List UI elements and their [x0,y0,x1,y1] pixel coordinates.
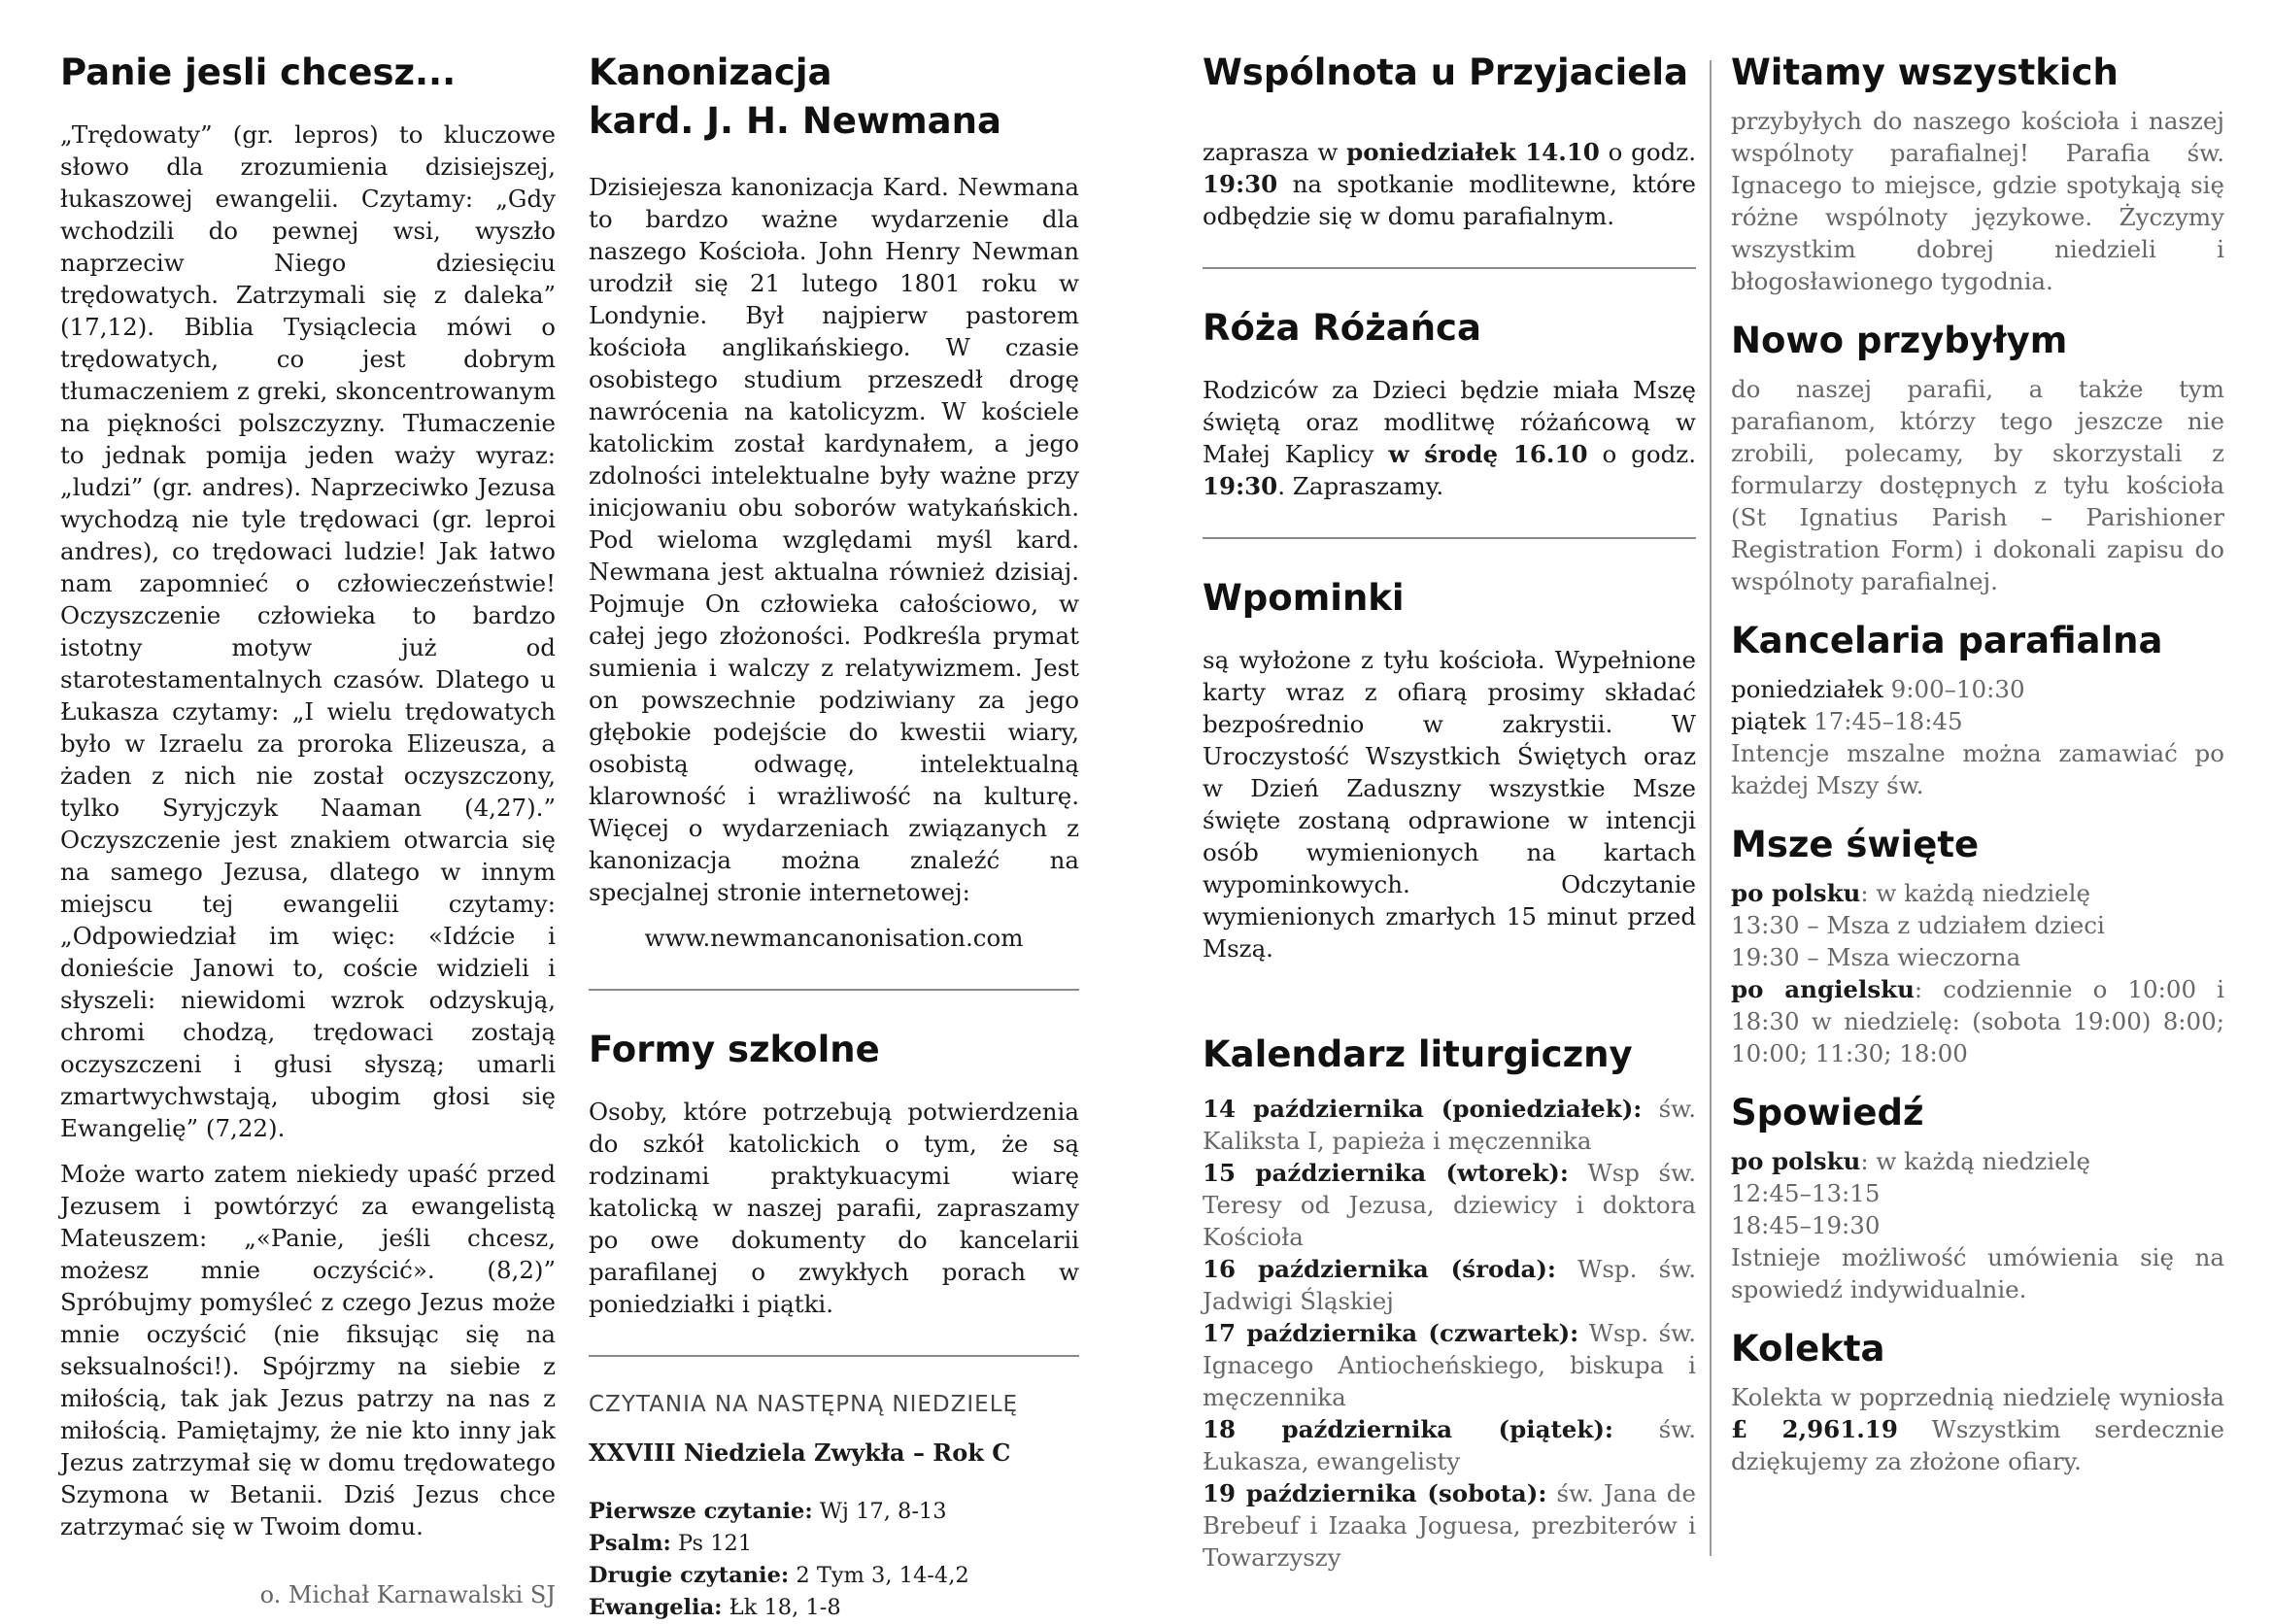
column-canonization [589,49,1079,1624]
calendar-title: Kalendarz liturgiczny [1203,1033,1633,1075]
welcome-text: przybyłych do naszego kościoła i naszej wspólnoty parafialnej! Parafia św. Ignacego to miejsce, gdzie spotykają się różne wspólnoty językowe. Życzymy wszystkim dobrej niedzieli i błogosławionego tygodnia. [1731,107,2224,295]
collection-text: Kolekta w poprzednią niedzielę wyniosła £ 2,961.19 Wszystkim serdecznie dziękujemy za złożone ofiary. [1731,1383,2224,1475]
sunday-name: XXVIII Niedziela Zwykła – Rok C [589,1438,1011,1467]
calendar-item: 16 października (środa): Wsp. św. Jadwigi Śląskiej [1203,1255,1696,1315]
mass-time: 19:30 – Msza wieczorna [1731,943,2021,971]
calendar-item: 19 października (sobota): św. Jana de Brebeuf i Izaaka Joguesa, prezbiterów i Towarzyszy [1203,1479,1696,1572]
reading-item: Pierwsze czytanie: Wj 17, 8-13 [589,1499,947,1524]
calendar-item: 17 października (czwartek): Wsp. św. Ignacego Antiocheńskiego, biskupa i męczennika [1203,1319,1696,1411]
remembrance-text: są wyłożone z tyłu kościoła. Wypełnione karty wraz z ofiarą prosimy składać bezpośrednio w zakrystii. W Uroczystość Wszystkich Świętych oraz w Dzień Zaduszny wszystkie Msze święte zostaną odprawione w intencji osób wymienionych na kartach wypominkowych. Odczytanie wymienionych zmarłych 15 minut przed Mszą. [1203,646,1696,963]
readings-header: CZYTANIA NA NASTĘPNĄ NIEDZIELĘ [589,1392,1019,1417]
newcomers-title: Nowo przybyłym [1731,320,2068,361]
mass-time: 13:30 – Msza z udziałem dzieci [1731,911,2105,939]
office-hours-item: poniedziałek 9:00–10:30 [1731,675,2025,703]
office-note: Intencje mszalne można zamawiać po każdej Mszy św. [1731,739,2224,799]
community-title: Wspólnota u Przyjaciela [1203,51,1688,93]
calendar-list [1203,1093,1696,1573]
canonization-title [589,49,1079,146]
column-parish-info [1731,49,2224,1491]
signature: o. Michał Karnawalski SJ [259,1581,556,1608]
remembrance-title: Wpominki [1203,577,1405,619]
confession-time: 12:45–13:15 [1731,1179,1881,1207]
confession-title: Spowiedź [1731,1092,1924,1133]
confession-time: 18:45–19:30 [1731,1211,1881,1239]
column-announcements [1203,49,1696,1573]
confession-polish: po polsku: w każdą niedzielę [1731,1147,2090,1175]
reading-item: Drugie czytanie: 2 Tym 3, 14-4,2 [589,1563,969,1588]
readings-list [589,1496,1079,1624]
reflection-paragraph-1: „Trędowaty” (gr. lepros) to kluczowe słowo dla zrozumienia dzisiejszej, łukaszowej ewangelii. Czytamy: „Gdy wchodzili do pewnej wsi, wyszło naprzeciw Niego dziesięciu trędowatych. Zatrzymali się z daleka” (17,12). Biblia Tysiąclecia mówi o trędowatych, co jest dobrym tłumaczeniem z greki, skoncentrowanym na piękności polszczyzny. Tłumaczenie to jednak pomija jeden waży wyraz: „ludzi” (gr. andres). Naprzeciwko Jezusa wychodzą nie tyle trędowaci (gr. leproi andres), co trędowaci ludzie! Jak łatwo nam zapomnieć o człowieczeństwie! Oczyszczenie człowieka to bardzo istotny motyw już od starotestamentalnych czasów. Dlatego u Łukasza czytamy: „I wielu trędowatych było w Izraelu za proroka Elizeusza, a żaden z nich nie został oczyszczony, tylko Syryjczyk Naaman (4,27).” Oczyszczenie jest znakiem otwarcia się na samego Jezusa, dlatego w innym miejscu tej ewangelii czytamy: „Odpowiedział im więc: «Idźcie i donieście Janowi to, coście widzieli i słyszeli: niewidomi wzrok odzyskują, chromi chodzą, trędowaci zostają oczyszczeni i głusi słyszą; umarli zmartwychwstają, ubogim głosi się Ewangelię” (7,22). [60,120,556,1142]
masses-title: Msze święte [1731,824,1980,865]
masses-polish: po polsku: w każdą niedzielę [1731,879,2090,907]
canonization-url[interactable]: www.newmancanonisation.com [644,924,1024,952]
masses-english: po angielsku: codziennie o 10:00 i 18:30 w niedzielę: (sobota 19:00) 8:00; 10:00; 11:30; 18:00 [1731,975,2224,1067]
rosary-text: Rodziców za Dzieci będzie miała Mszę świętą oraz modlitwę różańcową w Małej Kaplicy w środę 16.10 o godz. 19:30. Zapraszamy. [1203,376,1696,500]
calendar-item: 18 października (piątek): św. Łukasza, ewangelisty [1203,1415,1697,1475]
office-title: Kancelaria parafialna [1731,620,2163,661]
reflection-paragraph-2: Może warto zatem niekiedy upaść przed Jezusem i powtórzyć za ewangelistą Mateuszem: „«Panie, jeśli chcesz, możesz mnie oczyścić». (8,2)” Spróbujmy pomyśleć z czego Jezus może mnie oczyścić (nie fiksując się na seksualności!). Spójrzmy na siebie z miłością, tak jak Jezus patrzy na nas z miłością. Pamiętajmy, że nie kto inny jak Jezus zatrzymał się w domu trędowatego Szymona w Betanii. Dziś Jezus chce zatrzymać się w Twoim domu. [60,1160,556,1540]
canonization-text: Dzisiejesza kanonizacja Kard. Newmana to bardzo ważne wydarzenie dla naszego Kościoła. John Henry Newman urodził się 21 lutego 1801 roku w Londynie. Był najpierw pastorem kościoła anglikańskiego. W czasie osobistego studium przeszedł drogę nawrócenia na katolicyzm. W kościele katolickim został kardynałem, a jego zdolności intelektualne były ważne przy inicjowaniu obu soborów watykańskich. Pod wieloma względami myśl kard. Newmana jest aktualna również dzisiaj. Pojmuje On człowieka całościowo, w całej jego złożoności. Podkreśla prymat sumienia i walczy z relatywizmem. Jest on powszechnie podziwiany za jego głębokie podejście do kwestii wiary, osobistą odwagę, intelektualną klarowność i wrażliwość na kulturę. Więcej o wydarzeniach związanych z kanonizacja można znaleźć na specjalnej stronie internetowej: [589,173,1079,906]
divider [589,989,1079,991]
confession-note: Istnieje możliwość umówienia się na spowiedź indywidualnie. [1731,1243,2224,1303]
divider [589,1355,1079,1357]
column-divider [1710,60,1712,1556]
office-hours-item: piątek 17:45–18:45 [1731,707,1963,735]
welcome-title: Witamy wszystkich [1731,51,2119,93]
calendar-item: 14 października (poniedziałek): św. Kaliksta I, papieża i męczennika [1203,1095,1696,1155]
collection-title: Kolekta [1731,1328,1885,1370]
divider [1203,537,1696,539]
canonization-title-line-1: Kanonizacja [589,51,832,93]
community-text: zaprasza w poniedziałek 14.10 o godz. 19:30 na spotkanie modlitewne, które odbędzie się w domu parafialnym. [1203,138,1696,230]
calendar-item: 15 października (wtorek): Wsp św. Teresy od Jezusa, dziewicy i doktora Kościoła [1203,1159,1696,1251]
divider [1203,267,1696,269]
reflection-title: Panie jesli chcesz... [60,51,457,93]
reading-item: Psalm: Ps 121 [589,1531,753,1556]
office-hours [1731,673,2224,737]
column-reflection [60,49,556,1608]
canonization-title-line-2: kard. J. H. Newmana [589,100,1001,142]
newcomers-text: do naszej parafii, a także tym parafianom, którzy tego jeszcze nie zrobili, polecamy, by skorzystali z formularzy dostępnych z tyłu kościoła (St Ignatius Parish – Parishioner Registration Form) i dokonali zapisu do wspólnoty parafialnej. [1731,375,2224,595]
school-forms-title: Formy szkolne [589,1029,880,1070]
reading-item: Ewangelia: Łk 18, 1-8 [589,1595,841,1620]
school-forms-text: Osoby, które potrzebują potwierdzenia do szkół katolickich o tym, że są rodzinami praktykuacymi wiarę katolicką w naszej parafii, zapraszamy po owe dokumenty do kancelarii parafilanej o zwykłych porach w poniedziałki i piątki. [589,1098,1079,1318]
rosary-title: Róża Różańca [1203,307,1481,349]
